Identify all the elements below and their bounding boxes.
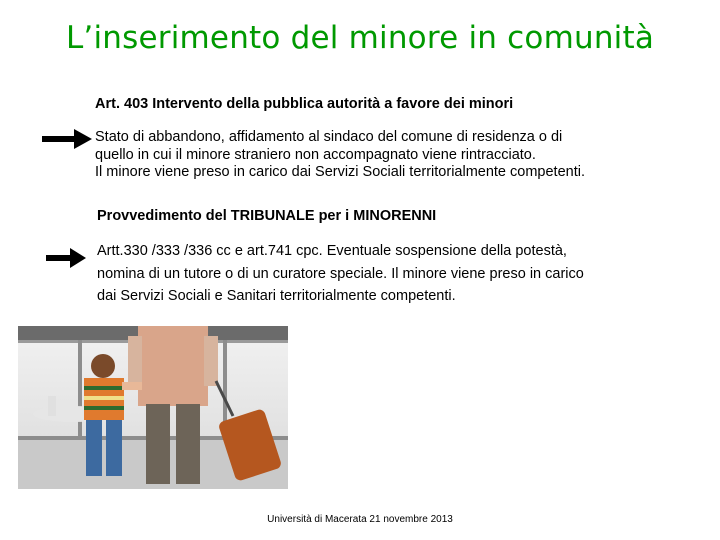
section2-line: dai Servizi Sociali e Sanitari territorialmente competenti. [97,288,456,304]
section2-text [97,240,687,308]
section2-heading-prefix: Provvedimento del [97,208,231,224]
section1-heading: Art. 403 Intervento della pubblica autorità a favore dei minori [95,96,514,112]
airport-photo [18,326,288,489]
section1-line: quello in cui il minore straniero non accompagnato viene rintracciato. [95,146,536,163]
section1-line: Stato di abbandono, affidamento al sindaco del comune di residenza o di [95,129,563,145]
footer: Università di Macerata 21 novembre 2013 [267,514,453,525]
section2-line: Artt.330 /333 /336 cc e art.741 cpc. Eventuale sospensione della potestà, [97,243,567,259]
section2-heading-mid: per i [314,208,354,224]
section2-heading-minors: MINORENNI [353,208,437,224]
section1-text [95,129,695,182]
section2-heading [97,208,436,226]
right-arrow-icon [46,247,86,269]
section2-heading-court: TRIBUNALE [230,208,315,224]
right-arrow-icon [42,128,92,150]
slide-title: L’inserimento del minore in comunità [65,20,655,56]
section2-line: nomina di un tutore o di un curatore speciale. Il minore viene preso in carico [97,265,584,282]
section1-line: Il minore viene preso in carico dai Servizi Sociali territorialmente competenti. [95,164,585,180]
